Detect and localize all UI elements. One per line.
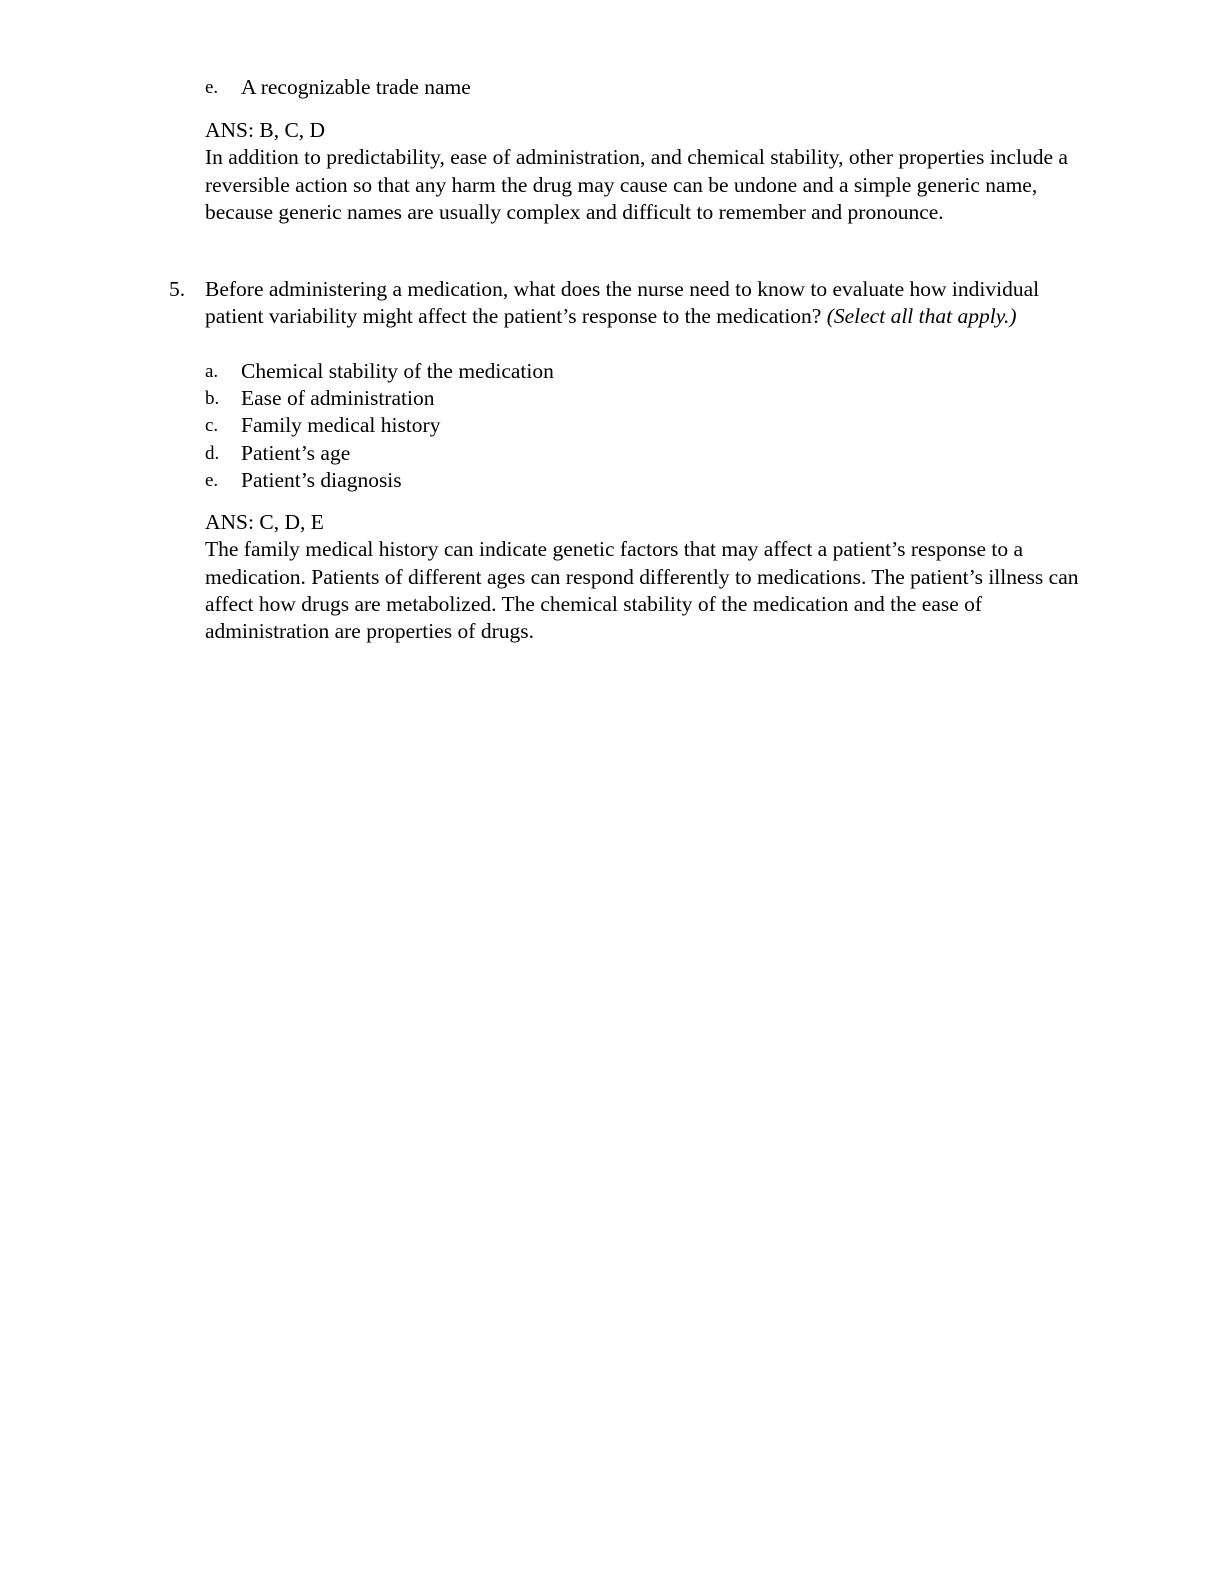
- option-text: Patient’s age: [241, 441, 351, 465]
- option-text: A recognizable trade name: [241, 75, 471, 99]
- option-letter: b.: [205, 388, 220, 409]
- option-letter: e.: [205, 470, 219, 491]
- q5-stem: [205, 276, 1077, 331]
- option-text: Ease of administration: [241, 386, 435, 410]
- option-letter: c.: [205, 415, 219, 436]
- q4-rationale: In addition to predictability, ease of administration, and chemical stability, other properties include a reversible action so that any harm the drug may cause can be undone and a simple generic name, because generic names are usually complex and difficult to remember and pronounce.: [205, 145, 1068, 224]
- q5-stem-text: Before administering a medication, what does the nurse need to know to evaluate how individual patient variability might affect the patient’s response to the medication?: [205, 277, 1040, 329]
- q5-number: 5.: [169, 277, 186, 301]
- q5-answer-block: [205, 509, 1085, 645]
- q5-instruction: (Select all that apply.): [826, 304, 1017, 329]
- q4-answer-key: ANS: B, C, D: [205, 118, 326, 142]
- option-letter: e.: [205, 77, 219, 98]
- option-text: Chemical stability of the medication: [241, 359, 554, 383]
- q5-answer-key: ANS: C, D, E: [205, 510, 324, 534]
- q4-answer-block: [205, 117, 1085, 226]
- option-letter: a.: [205, 361, 219, 382]
- option-text: Patient’s diagnosis: [241, 468, 402, 492]
- option-letter: d.: [205, 443, 220, 464]
- q5-rationale: The family medical history can indicate genetic factors that may affect a patient’s response to a medication. Patients of different ages can respond differently to medications. The patient’s illness can affect how drugs are metabolized. The chemical stability of the medication and the ease of administration are properties of drugs.: [205, 537, 1079, 644]
- option-text: Family medical history: [241, 413, 441, 437]
